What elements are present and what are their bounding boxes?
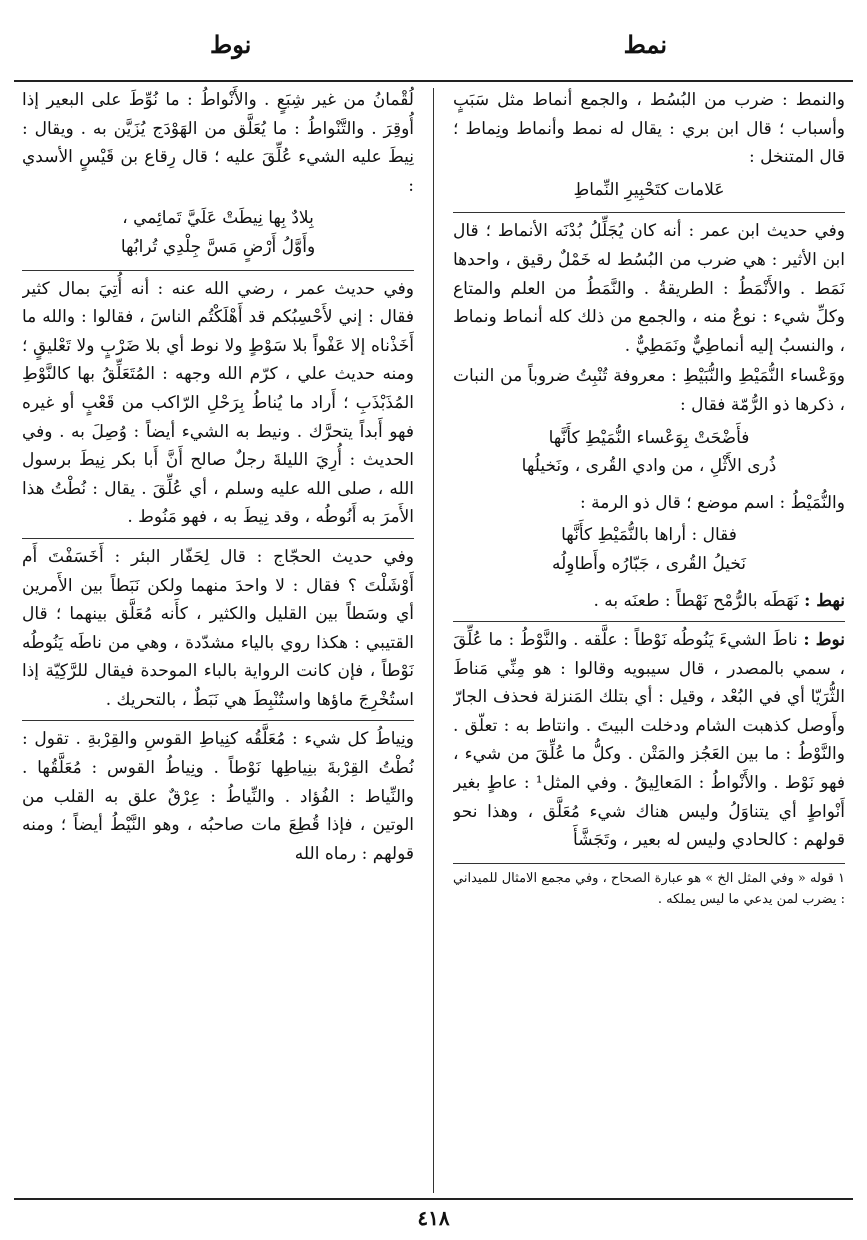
paragraph: لُقْمانُ من غير شِبَعٍ . والأَنْواطُ : ما نُوِّطَ على البعير إذا أُوقِرَ . والتَّنْواطُ : ما يُعَلَّق من الهَوْدَج يُزَيَّن به . ويقال : نِيطَ عليه الشيء عُلِّقَ عليه ؛ قال رِقاع بن قَيْسٍ الأسدي : [22, 90, 414, 196]
verse-line: ذُرى الأَثْلِ ، من وادي القُرى ، ونَخيلُها [521, 456, 777, 477]
verse [22, 204, 414, 261]
separator [22, 720, 414, 721]
verse-line: وأَوَّلُ أَرْضٍ مَسَّ جِلْدِي تُرابُها [120, 236, 316, 257]
paragraph: وفي حديث الحجّاج : قال لِحَفّار البئر : أَخَسَفْتَ أَم أَوْشَلْتَ ؟ فقال : لا واحدَ منهما ولكن نَبَطاً بين الأَمرين أي وسَطاً بين القليل والكثير ، كأَنه مُعَلَّق بينهما ؛ قال القتيبي : هكذا روي بالياء مشدّدة ، وهي من ناطَه يَنُوطُه نَوْطاً ، فإن كانت الرواية بالباء الموحدة فيقال للرَّكِيّة إذا استُخْرِجَ ماؤها واستُنْبِطَ هي نَبَطٌ ، بالتحريك . [22, 546, 414, 710]
verse-line: بِلادٌ بِها نِيطَتْ عَلَيَّ تَمائِمي ، [122, 208, 314, 229]
paragraph: ووَعْساء النُّمَيْطِ والنُّبَيْطِ : معروفة تُنْبِتُ ضروباً من النبات ، ذكرها ذو الرُّمّة فقال : [453, 366, 845, 415]
verse [453, 521, 845, 578]
column-divider [433, 88, 434, 1193]
headword: نهط : [804, 590, 845, 611]
entry-text: نَهَطَه بالرُّمْح نَهْطاً : طعنَه به . [593, 590, 799, 611]
paragraph: وفي حديث ابن عمر : أنه كان يُجَلِّلُ بُدْنَه الأنماط ؛ قال ابن الأثير : هي ضرب من البُسُط له خَمْلٌ رقيق ، واحدها نَمَط . والأَنْمَطُ : الطريقةُ . والنَّمَطُ من العلم والمتاع وكلِّ شيء : نوعٌ منه ، والجمع من ذلك كله أنماط ونماط ، والنسبُ إليه أنماطِيٌّ ونَمَطِيٌّ . [453, 221, 845, 356]
verse: عَلامات كتَحْبِيرِ النِّماطِ [573, 179, 725, 200]
separator [453, 212, 845, 213]
verse-line: فأَضْحَتْ بِوَعْساء النُّمَيْطِ كأَنَّها [548, 427, 750, 448]
separator [22, 270, 414, 271]
paragraph: وفي حديث عمر ، رضي الله عنه : أنه أُتِيَ بمال كثير فقال : إني لأَحْسِبُكم قد أَهْلَكْتُم الناسَ ، فقالوا : والله ما أَخَذْناه إلا عَفْواً بلا سَوْطٍ ولا نوط أي بلا ضَرْبٍ ولا تَعْليقٍ ؛ ومنه حديث علي ، كرّم الله وجهه : المُتَعَلِّقُ بها كالنَّوْطِ المُذَبْذَبِ ؛ أَراد ما يُناطُ بِرَحْلِ الرّاكب من قَعْبٍ أو غيره فهو أَبداً يتحرَّك . ونيط به الشيء أيضاً : وُصِلَ به . وفي الحديث : أُرِيَ الليلةَ رجلٌ صالح أَنَّ أَبا بكر نِيطَ برسول الله ، صلى الله عليه وسلم ، أي عُلِّقَ . يقال : نُطْتُ هذا الأَمرَ به أَنُوطُه ، وقد نِيطَ به ، فهو مَنُوط . [22, 278, 414, 528]
separator [22, 538, 414, 539]
entry-text: ناطَ الشيءَ يَنُوطُه نَوْطاً : علَّقه . والنَّوْطُ : ما عُلِّقَ ، سمي بالمصدر ، قال سيبويه وقالوا : هو مِنِّي مَناطَ الثُّرَيّا أي في البُعْد ، وقيل : أي بتلك المَنزلة فحذف الجارّ وأَوصل كذهبت الشام ودخلت البيتَ . وانتاط به : تعلّق . والنَّوْطُ : ما بين العَجُز والمَتْن . وكلُّ ما عُلِّقَ من شيء ، فهو نَوْط . والأَنْواطُ : المَعالِيقُ . وفي المثل¹ : عاطٍ بغير أَنْواطٍ أي يتناوَلُ وليس هناك شيء مُعَلَّق ، وهذا نحو قولهم : كالحادي وليس له بعير ، وتَجَشَّأَ [453, 630, 845, 851]
left-column [22, 86, 414, 1194]
footnote: ١ قوله « وفي المثل الخ » هو عبارة الصحاح ، وفي مجمع الامثال للميداني : يضرب لمن يدعي ما ليس يملكه . [453, 863, 845, 910]
paragraph: والنمط : ضرب من البُسُط ، والجمع أنماط مثل سَبَبٍ وأسباب ؛ قال ابن بري : يقال له نمط وأنماط ونِماط ؛ قال المتنخل : [453, 90, 845, 168]
right-column [453, 86, 845, 1194]
top-rule [14, 80, 853, 82]
entry-nwt [453, 626, 845, 855]
page-number: ٤١٨ [417, 1206, 450, 1230]
verse-line: فقال : أراها بالنُّمَيْطِ كأَنَّها [561, 525, 737, 546]
paragraph: ونِياطُ كل شيء : مُعَلَّقُه كنِياطِ القوسِ والقِرْبةِ . تقول : نُطْتُ القِرْبةَ بنِياطِها نَوْطاً . ونِياطُ القوس : مُعَلَّقُها . والنِّياط : الفُؤاد . والنِّياطُ : عِرْقٌ علق به القلب من الوتين ، فإذا قُطِعَ مات صاحبُه ، وهو النَّيْطُ أيضاً ؛ ومنه قولهم : رماه الله [22, 729, 414, 864]
header-left-word: نوط [210, 30, 252, 59]
verse-line: نَخيلُ القُرى ، جَبّارُه وأَطاوِلُه [551, 553, 747, 574]
bottom-rule [14, 1198, 853, 1200]
headword: نوط : [803, 630, 845, 651]
verse [453, 424, 845, 481]
paragraph: والنُّمَيْطُ : اسم موضع ؛ قال ذو الرمة : [579, 492, 845, 513]
entry-nht [453, 587, 845, 616]
header-right-word: نمط [623, 30, 667, 59]
separator [453, 621, 845, 622]
